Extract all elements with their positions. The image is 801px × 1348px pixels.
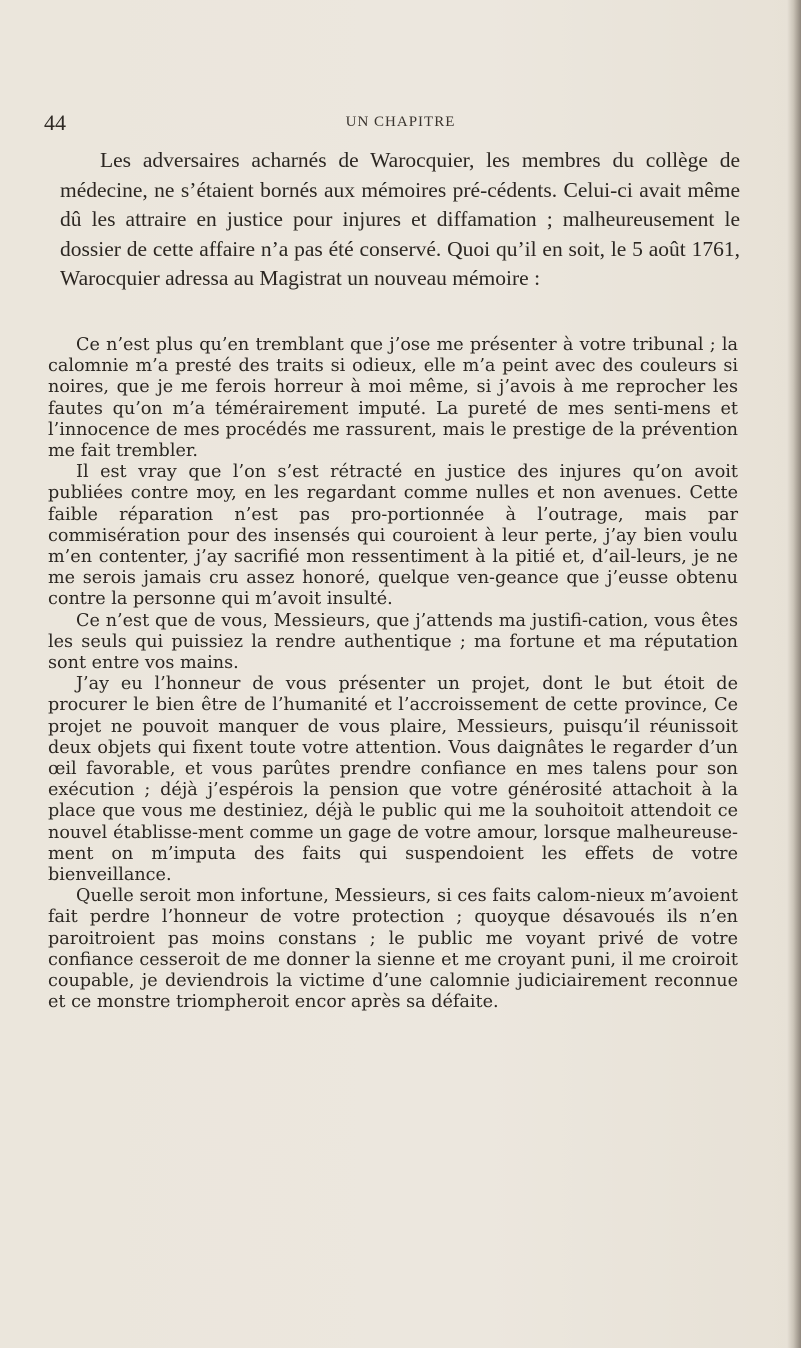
intro-paragraph [60,146,740,294]
intro-text: Les adversaires acharnés de Warocquier, les membres du collège de médecine, ne s’étaient bornés aux mémoires pré-cédents. Celui-ci avait même dû les attraire en justice pour injures et diffamation ; malheureusement le dossier de cette affaire n’a pas été conservé. Quoi qu’il en soit, le 5 août 1761, Warocquier adressa au Magistrat un nouveau mémoire : [60,148,740,291]
memoire-paragraph: Quelle seroit mon infortune, Messieurs, si ces faits calom-nieux m’avoient fait perdre l’honneur de votre protection ; quoyque désavoués ils n’en paroitroient pas moins constans ; le public me voyant privé de votre confiance cesseroit de me donner la sienne et me croyant puni, il me croiroit coupable, je deviendrois la victime d’une calomnie judiciairement reconnue et ce monstre triompheroit encor après sa défaite. [48,886,738,1013]
memoire-paragraph: Ce n’est que de vous, Messieurs, que j’attends ma justifi-cation, vous êtes les seuls qui puissiez la rendre authentique ; ma fortune et ma réputation sont entre vos mains. [48,610,738,674]
page-number: 44 [44,110,66,135]
memoire-paragraph: Ce n’est plus qu’en tremblant que j’ose me présenter à votre tribunal ; la calomnie m’a presté des traits si odieux, elle m’a peint avec des couleurs si noires, que je me ferois horreur à moi même, si j’avois à me reprocher les fautes qu’on m’a témérairement imputé. La pureté de mes senti-mens et l’innocence de mes procédés me rassurent, mais le prestige de la prévention me fait trembler. [48,335,738,462]
memoire-paragraph: J’ay eu l’honneur de vous présenter un projet, dont le but étoit de procurer le bien être de l’humanité et l’accroissement de cette province, Ce projet ne pouvoit manquer de vous plaire, Messieurs, puisqu’il réunissoit deux objets qui fixent toute votre attention. Vous daignâtes le regarder d’un œil favorable, et vous parûtes prendre confiance en mes talens pour son exécution ; déjà j’espérois la pension que votre générosité attachoit à la place que vous me destiniez, déjà le public qui me la souhoitoit attendoit ce nouvel établisse-ment comme un gage de votre amour, lorsque malheureuse-ment on m’imputa des faits qui suspendoient les effets de votre bienveillance. [48,674,738,886]
memoire-paragraph: Il est vray que l’on s’est rétracté en justice des injures qu’on avoit publiées contre moy, en les regardant comme nulles et non avenues. Cette faible réparation n’est pas pro-portionnée à l’outrage, mais par commisération pour des insensés qui couroient à leur perte, j’ay bien voulu m’en contenter, j’ay sacrifié mon ressentiment à la pitié et, d’ail-leurs, je ne me serois jamais cru assez honoré, quelque ven-geance que j’eusse obtenu contre la personne qui m’avoit insulté. [48,462,738,610]
running-head: UN CHAPITRE [345,114,456,130]
memoire-quotation [48,335,738,1014]
page-edge-shadow [787,0,801,1348]
